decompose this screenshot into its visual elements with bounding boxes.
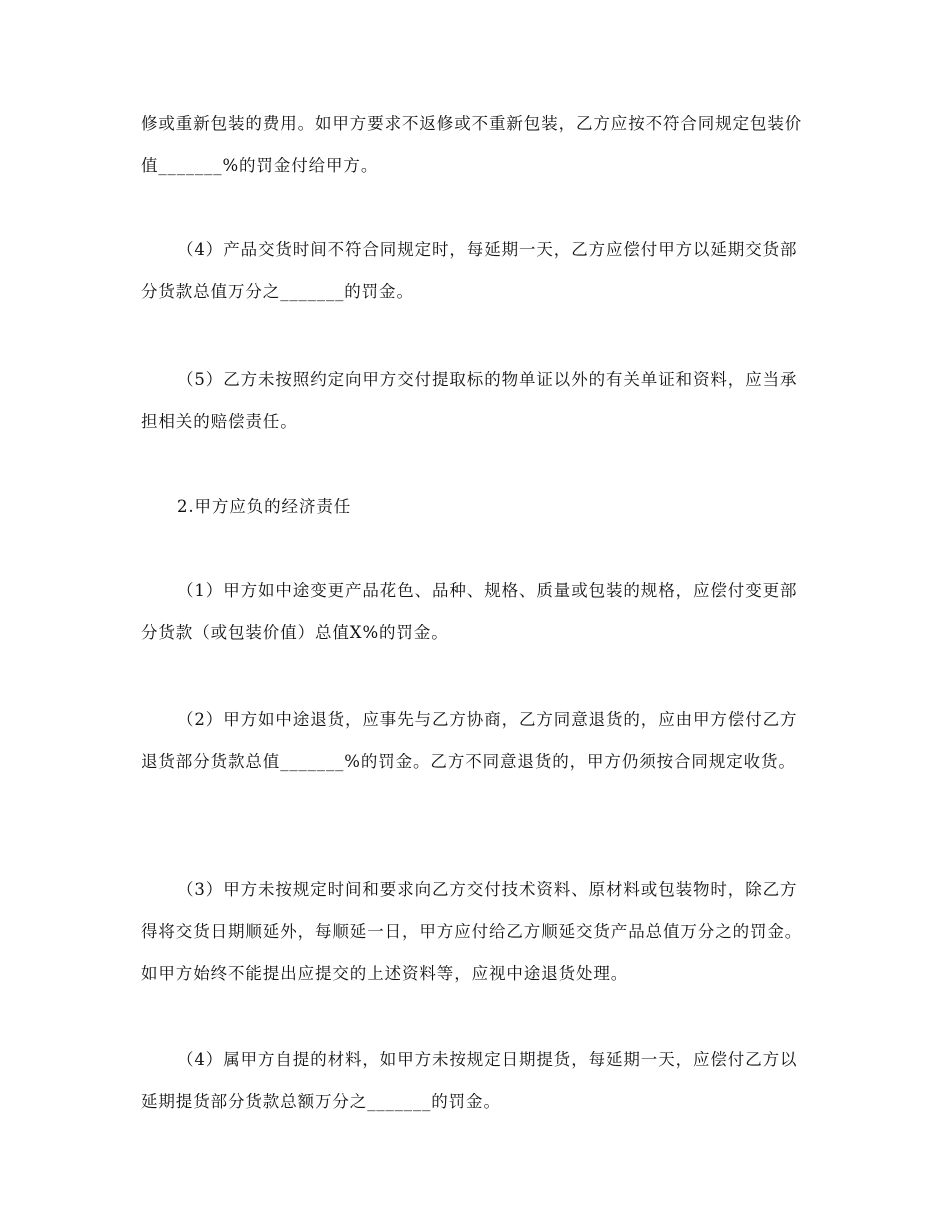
paragraph-packaging-cost: 修或重新包装的费用。如甲方要求不返修或不重新包装，乙方应按不符合同规定包装价值_______%的罚金付给甲方。 xyxy=(141,114,803,175)
paragraph-delivery-delay: （4）产品交货时间不符合同规定时，每延期一天，乙方应偿付甲方以延期交货部分货款总值万分之_______的罚金。 xyxy=(141,240,798,301)
paragraph-documents-liability: （5）乙方未按照约定向甲方交付提取标的物单证以外的有关单证和资料，应当承担相关的赔偿责任。 xyxy=(141,370,798,431)
paragraph-technical-materials: （3）甲方未按规定时间和要求向乙方交付技术资料、原材料或包装物时，除乙方得将交货日期顺延外，每顺延一日，甲方应付给乙方顺延交货产品总值万分之的罚金。如甲方始终不能提出应提交的上述资料等，应视中途退货处理。 xyxy=(141,880,803,983)
paragraph-self-pickup: （4）属甲方自提的材料，如甲方未按规定日期提货，每延期一天，应偿付乙方以延期提货部分货款总额万分之_______的罚金。 xyxy=(141,1050,798,1111)
section-heading-party-a: 2.甲方应负的经济责任 xyxy=(177,497,352,516)
paragraph-change-spec: （1）甲方如中途变更产品花色、品种、规格、质量或包装的规格，应偿付变更部分货款（或包装价值）总值X%的罚金。 xyxy=(141,581,798,642)
paragraph-return-goods: （2）甲方如中途退货，应事先与乙方协商，乙方同意退货的，应由甲方偿付乙方退货部分货款总值_______%的罚金。乙方不同意退货的，甲方仍须按合同规定收货。 xyxy=(141,710,798,771)
